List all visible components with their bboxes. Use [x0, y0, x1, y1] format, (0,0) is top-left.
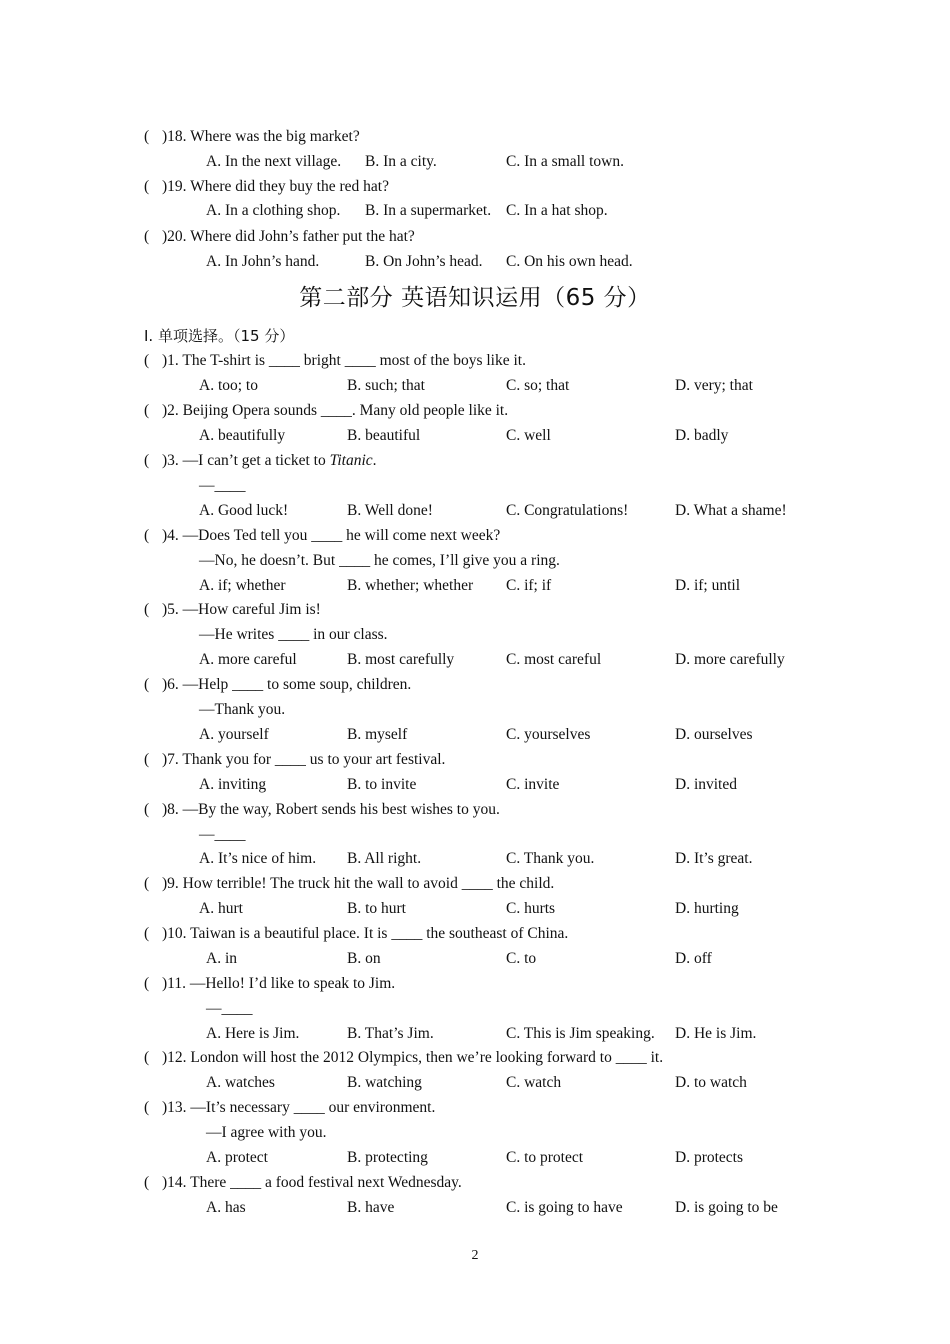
option: B. most carefully: [347, 651, 455, 668]
option: C. This is Jim speaking.: [506, 1025, 655, 1042]
option: C. On his own head.: [506, 253, 633, 270]
answer-bracket: (: [144, 527, 150, 544]
option: B. to invite: [347, 776, 417, 793]
option: A. In a clothing shop.: [206, 202, 341, 219]
option: C. In a hat shop.: [506, 202, 608, 219]
page-number: 2: [471, 1248, 479, 1263]
option: C. invite: [506, 776, 560, 793]
option: B. beautiful: [347, 427, 421, 444]
question-3-reply: —____: [199, 477, 246, 494]
option: D. He is Jim.: [675, 1025, 757, 1042]
part-two-heading: 第二部分 英语知识运用（65 分）: [299, 285, 651, 311]
question-12-stem: ( )12. London will host the 2012 Olympics, then we’re looking forward to ____ it.: [144, 1049, 664, 1066]
answer-bracket: (: [144, 1099, 150, 1116]
answer-bracket: (: [144, 228, 150, 245]
option: A. Here is Jim.: [206, 1025, 300, 1042]
question-5-stem: ( )5. —How careful Jim is!: [144, 601, 321, 618]
option: C. yourselves: [506, 726, 591, 743]
option: D. to watch: [675, 1074, 747, 1091]
option: A. in: [206, 950, 237, 967]
option: C. so; that: [506, 377, 570, 394]
question-18-stem: ( )18. Where was the big market?: [144, 128, 360, 145]
question-10-stem: ( )10. Taiwan is a beautiful place. It is ____ the southeast of China.: [144, 925, 569, 942]
option: D. badly: [675, 427, 729, 444]
option: C. hurts: [506, 900, 556, 917]
question-3-stem: ( )3. —I can’t get a ticket to Titanic.: [144, 452, 377, 469]
option: D. What a shame!: [675, 502, 787, 519]
question-2-stem: ( )2. Beijing Opera sounds ____. Many old people like it.: [144, 402, 509, 419]
option: B. In a city.: [365, 153, 437, 170]
question-8-stem: ( )8. —By the way, Robert sends his best wishes to you.: [144, 801, 500, 818]
option: C. is going to have: [506, 1199, 623, 1216]
option: B. watching: [347, 1074, 422, 1091]
question-11-reply: —____: [206, 1000, 253, 1017]
option: B. All right.: [347, 850, 422, 867]
option: A. watches: [206, 1074, 275, 1091]
answer-bracket: (: [144, 452, 150, 469]
option: A. if; whether: [199, 577, 286, 594]
answer-bracket: (: [144, 1049, 150, 1066]
option: A. yourself: [199, 726, 269, 743]
question-14-stem: ( )14. There ____ a food festival next Wednesday.: [144, 1174, 462, 1191]
option: C. well: [506, 427, 551, 444]
answer-bracket: (: [144, 676, 150, 693]
answer-bracket: (: [144, 801, 150, 818]
option: C. In a small town.: [506, 153, 624, 170]
answer-bracket: (: [144, 925, 150, 942]
option: A. It’s nice of him.: [199, 850, 317, 867]
option: B. That’s Jim.: [347, 1025, 434, 1042]
question-11-stem: ( )11. —Hello! I’d like to speak to Jim.: [144, 975, 396, 992]
option: C. to: [506, 950, 537, 967]
option: A. Good luck!: [199, 502, 289, 519]
option: A. hurt: [199, 900, 243, 917]
option: D. is going to be: [675, 1199, 778, 1216]
option: C. to protect: [506, 1149, 584, 1166]
option: C. Congratulations!: [506, 502, 629, 519]
question-1-stem: ( )1. The T-shirt is ____ bright ____ most of the boys like it.: [144, 352, 526, 369]
option: B. on: [347, 950, 381, 967]
question-6-reply: —Thank you.: [199, 701, 286, 718]
option: B. such; that: [347, 377, 425, 394]
movie-title: Titanic: [329, 452, 373, 469]
option: C. if; if: [506, 577, 552, 594]
option: B. whether; whether: [347, 577, 474, 594]
answer-bracket: (: [144, 128, 150, 145]
option: A. beautifully: [199, 427, 286, 444]
question-7-stem: ( )7. Thank you for ____ us to your art festival.: [144, 751, 446, 768]
option: D. It’s great.: [675, 850, 753, 867]
question-13-reply: —I agree with you.: [206, 1124, 327, 1141]
question-9-stem: ( )9. How terrible! The truck hit the wall to avoid ____ the child.: [144, 875, 555, 892]
option: B. protecting: [347, 1149, 428, 1166]
question-5-reply: —He writes ____ in our class.: [199, 626, 388, 643]
question-6-stem: ( )6. —Help ____ to some soup, children.: [144, 676, 412, 693]
answer-bracket: (: [144, 402, 150, 419]
answer-bracket: (: [144, 875, 150, 892]
answer-bracket: (: [144, 751, 150, 768]
answer-bracket: (: [144, 1174, 150, 1191]
option: A. too; to: [199, 377, 258, 394]
answer-bracket: (: [144, 601, 150, 618]
option: B. On John’s head.: [365, 253, 483, 270]
option: D. more carefully: [675, 651, 785, 668]
option: B. Well done!: [347, 502, 433, 519]
option: C. most careful: [506, 651, 602, 668]
option: C. Thank you.: [506, 850, 595, 867]
option: A. inviting: [199, 776, 267, 793]
answer-bracket: (: [144, 975, 150, 992]
answer-bracket: (: [144, 352, 150, 369]
option: B. myself: [347, 726, 408, 743]
option: C. watch: [506, 1074, 562, 1091]
option: D. very; that: [675, 377, 753, 394]
answer-bracket: (: [144, 178, 150, 195]
section-title: Ⅰ. 单项选择。（15 分）: [144, 327, 295, 345]
option: A. more careful: [199, 651, 297, 668]
option: D. invited: [675, 776, 737, 793]
option: B. have: [347, 1199, 395, 1216]
option: D. ourselves: [675, 726, 753, 743]
question-4-stem: ( )4. —Does Ted tell you ____ he will come next week?: [144, 527, 501, 544]
option: A. In the next village.: [206, 153, 342, 170]
option: A. In John’s hand.: [206, 253, 320, 270]
option: A. has: [206, 1199, 246, 1216]
question-13-stem: ( )13. —It’s necessary ____ our environment.: [144, 1099, 436, 1116]
option: D. hurting: [675, 900, 739, 917]
option: D. protects: [675, 1149, 744, 1166]
option: D. off: [675, 950, 712, 967]
question-19-stem: ( )19. Where did they buy the red hat?: [144, 178, 389, 195]
question-8-reply: —____: [199, 826, 246, 843]
option: B. In a supermarket.: [365, 202, 492, 219]
option: B. to hurt: [347, 900, 406, 917]
question-4-reply: —No, he doesn’t. But ____ he comes, I’ll give you a ring.: [199, 552, 560, 569]
question-20-stem: ( )20. Where did John’s father put the hat?: [144, 228, 415, 245]
option: A. protect: [206, 1149, 268, 1166]
option: D. if; until: [675, 577, 741, 594]
